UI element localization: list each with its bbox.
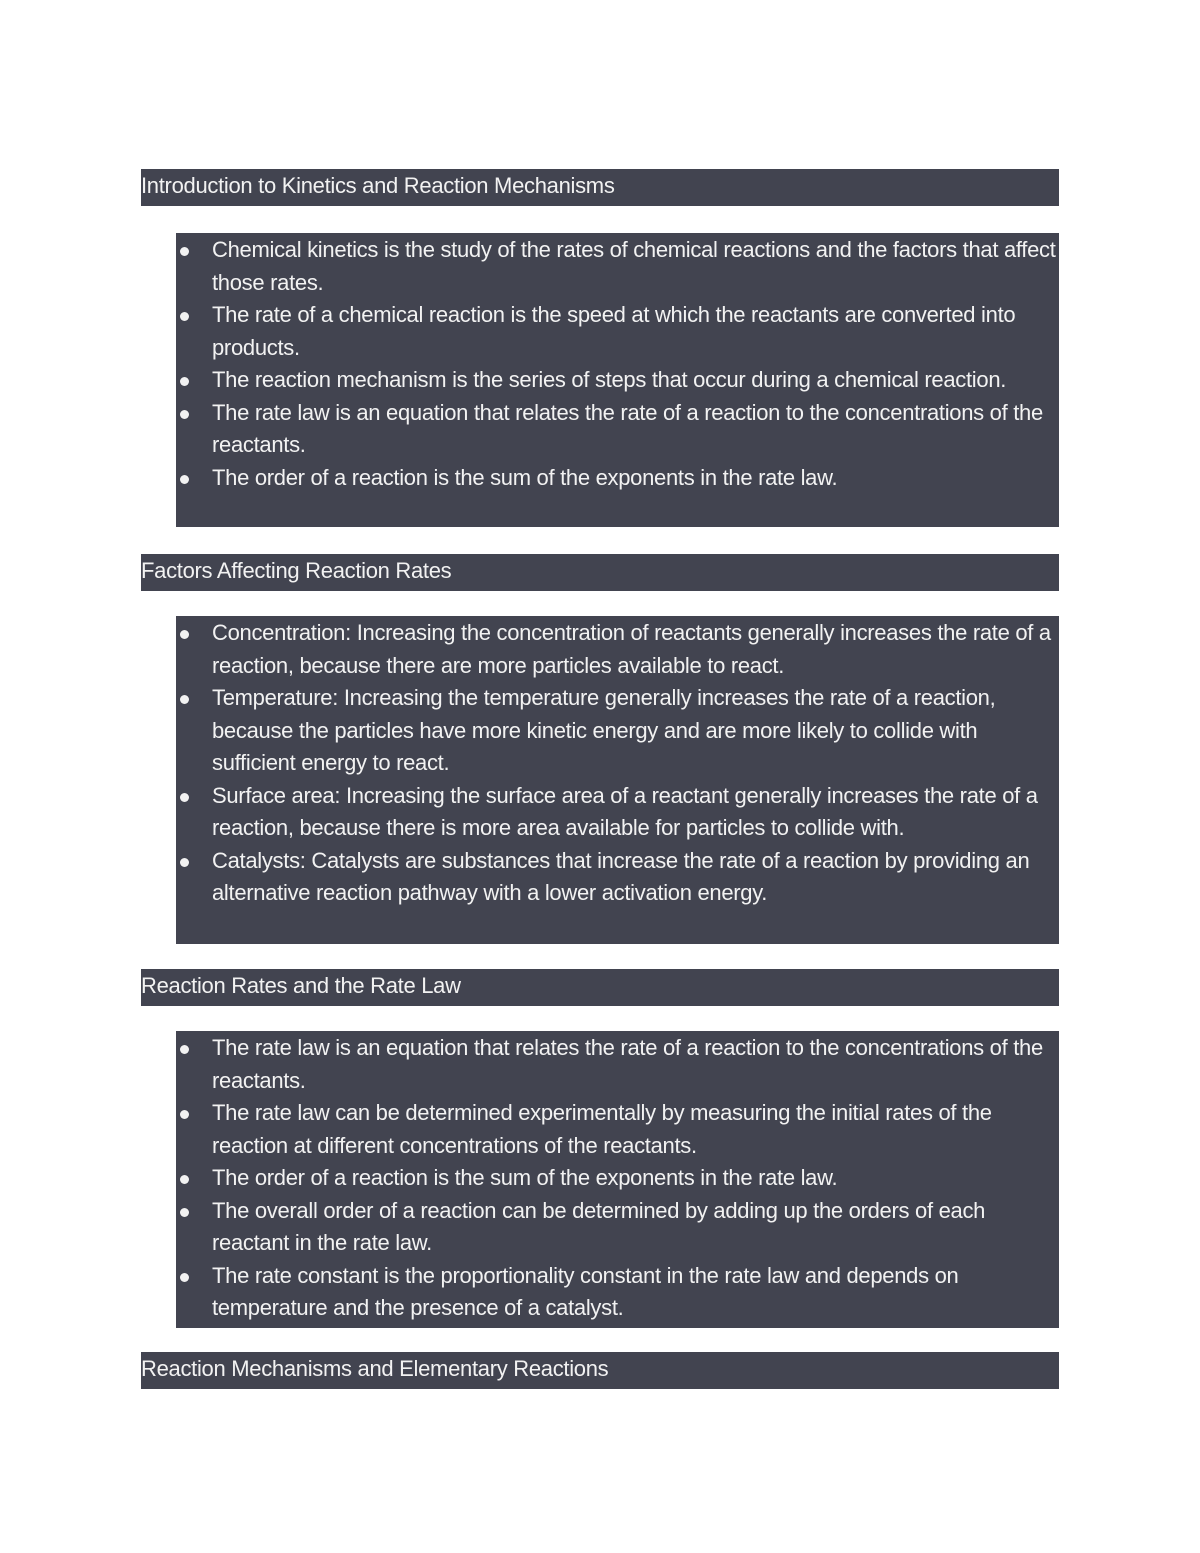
bullet-icon xyxy=(180,1045,189,1054)
bullet-icon xyxy=(180,312,189,321)
list-item-text: Concentration: Increasing the concentration of reactants generally increases the rate of a reaction, because there are more particles available to react. xyxy=(212,620,1051,678)
bullet-icon xyxy=(180,247,189,256)
section-heading-mechanisms: Reaction Mechanisms and Elementary Reactions xyxy=(141,1352,1059,1389)
list-item-text: Temperature: Increasing the temperature generally increases the rate of a reaction, because the particles have more kinetic energy and are more likely to collide with sufficient energy to react. xyxy=(212,685,996,775)
list-item xyxy=(176,617,1059,682)
list-item-text: The rate law is an equation that relates the rate of a reaction to the concentrations of the reactants. xyxy=(212,1035,1043,1093)
list-item xyxy=(176,234,1059,299)
bullet-icon xyxy=(180,410,189,419)
bullet-icon xyxy=(180,793,189,802)
list-item xyxy=(176,397,1059,462)
list-item xyxy=(176,364,1059,397)
bullet-icon xyxy=(180,1208,189,1217)
list-item xyxy=(176,780,1059,845)
section-heading-factors: Factors Affecting Reaction Rates xyxy=(141,554,1059,591)
list-item xyxy=(176,1260,1059,1325)
bullet-icon xyxy=(180,695,189,704)
list-item xyxy=(176,1162,1059,1195)
list-item xyxy=(176,462,1059,495)
bullet-icon xyxy=(180,1175,189,1184)
list-item-text: Chemical kinetics is the study of the rates of chemical reactions and the factors that affect those rates. xyxy=(212,237,1056,295)
list-item xyxy=(176,1032,1059,1097)
list-item-text: The rate of a chemical reaction is the speed at which the reactants are converted into products. xyxy=(212,302,1016,360)
bullet-icon xyxy=(180,475,189,484)
list-item-text: Surface area: Increasing the surface area of a reactant generally increases the rate of a reaction, because there is more area available for particles to collide with. xyxy=(212,782,1038,840)
list-item xyxy=(176,845,1059,910)
bullet-icon xyxy=(180,377,189,386)
list-item xyxy=(176,682,1059,780)
list-item-text: The rate constant is the proportionality constant in the rate law and depends on temperature and the presence of a catalyst. xyxy=(212,1262,959,1320)
list-item-text: The overall order of a reaction can be determined by adding up the orders of each reactant in the rate law. xyxy=(212,1197,986,1255)
section-heading-rate-law: Reaction Rates and the Rate Law xyxy=(141,969,1059,1006)
bullet-list-rate-law xyxy=(176,1031,1059,1328)
bullet-icon xyxy=(180,1110,189,1119)
bullet-icon xyxy=(180,630,189,639)
bullet-icon xyxy=(180,858,189,867)
list-item xyxy=(176,1195,1059,1260)
list-item-text: The order of a reaction is the sum of the exponents in the rate law. xyxy=(212,1165,838,1190)
list-item xyxy=(176,299,1059,364)
list-item-text: The rate law is an equation that relates the rate of a reaction to the concentrations of the reactants. xyxy=(212,399,1043,457)
list-item-text: Catalysts: Catalysts are substances that increase the rate of a reaction by providing an alternative reaction pathway with a lower activation energy. xyxy=(212,847,1030,905)
list-item-text: The order of a reaction is the sum of the exponents in the rate law. xyxy=(212,464,838,490)
list-item xyxy=(176,1097,1059,1162)
list-item-text: The reaction mechanism is the series of steps that occur during a chemical reaction. xyxy=(212,367,1007,392)
list-item-text: The rate law can be determined experimentally by measuring the initial rates of the reaction at different concentrations of the reactants. xyxy=(212,1100,992,1158)
bullet-list-factors xyxy=(176,616,1059,944)
bullet-list-introduction xyxy=(176,233,1059,527)
section-heading-introduction: Introduction to Kinetics and Reaction Mechanisms xyxy=(141,169,1059,206)
bullet-icon xyxy=(180,1273,189,1282)
